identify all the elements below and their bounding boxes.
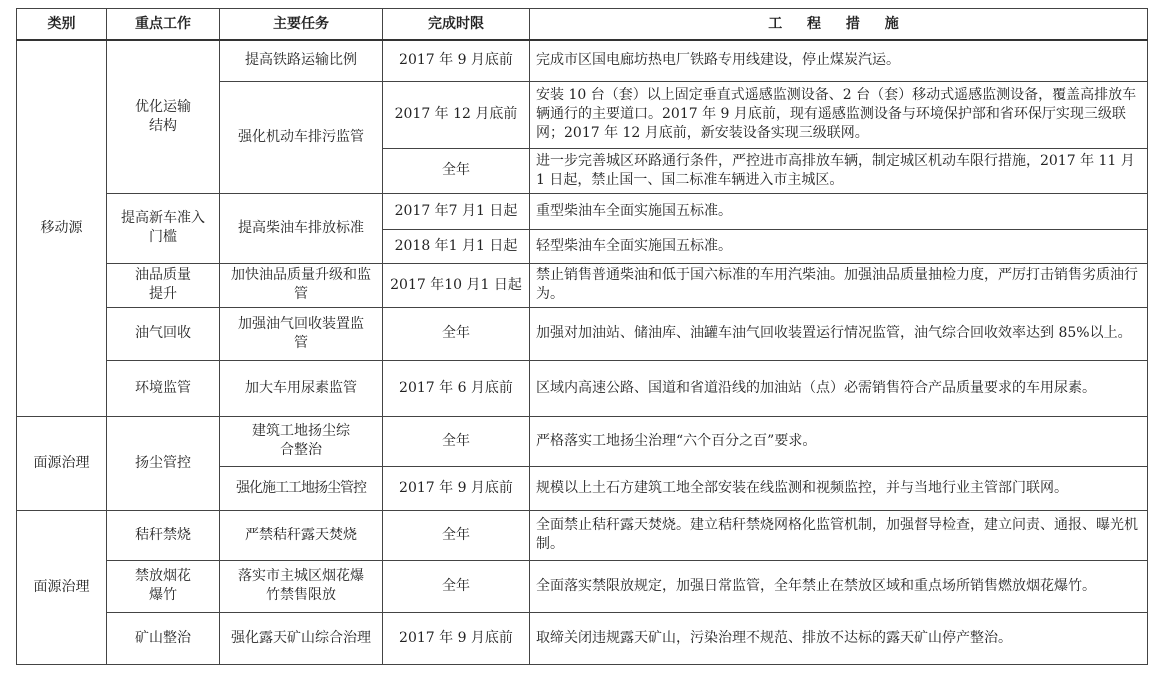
measures-cell: 重型柴油车全面实施国五标准。 — [530, 193, 1148, 229]
measures-cell: 规模以上土石方建筑工地全部安装在线监测和视频监控，并与当地行业主管部门联网。 — [530, 466, 1148, 510]
header-task: 主要任务 — [220, 9, 383, 41]
measures-cell: 进一步完善城区环路通行条件，严控进市高排放车辆，制定城区机动车限行措施，2017 年 11 月 1 日起，禁止国一、国二标准车辆进入市主城区。 — [530, 148, 1148, 193]
header-deadline: 完成时限 — [383, 9, 530, 41]
deadline-cell: 全年 — [383, 148, 530, 193]
focus-cell — [107, 193, 220, 263]
task-text: 落实市主城区烟花爆竹禁售限放 — [238, 568, 364, 603]
focus-text: 禁放烟花爆竹 — [135, 568, 191, 603]
category-cell: 面源治理 — [17, 416, 107, 510]
deadline-cell: 全年 — [383, 307, 530, 360]
task-text: 严禁秸秆露天焚烧 — [245, 526, 357, 543]
focus-cell — [107, 263, 220, 307]
task-cell — [220, 510, 383, 560]
table-row — [17, 560, 1148, 612]
task-cell — [220, 560, 383, 612]
measures-table — [16, 8, 1148, 665]
table-row — [17, 416, 1148, 466]
measures-cell: 轻型柴油车全面实施国五标准。 — [530, 229, 1148, 263]
deadline-cell: 2017 年10 月1 日起 — [383, 263, 530, 307]
task-cell: 强化机动车排污监管 — [220, 81, 383, 193]
table-row — [17, 307, 1148, 360]
category-cell: 面源治理 — [17, 510, 107, 664]
deadline-cell: 2017 年 12 月底前 — [383, 81, 530, 148]
table-row — [17, 612, 1148, 664]
deadline-cell: 全年 — [383, 560, 530, 612]
table-row — [17, 40, 1148, 81]
table-row — [17, 263, 1148, 307]
task-text: 建筑工地扬尘综合整治 — [252, 423, 350, 458]
focus-text: 油品质量提升 — [135, 267, 191, 302]
table-container — [16, 8, 1148, 665]
deadline-cell: 2017 年 9 月底前 — [383, 40, 530, 81]
measures-cell: 安装 10 台（套）以上固定垂直式遥感监测设备、2 台（套）移动式遥感监测设备，覆盖高排放车辆通行的主要道口。2017 年 9 月底前，现有遥感监测设备与环境保护部和省环保厅实现三级联网；2017 年 12 月底前，新安装设备实现三级联网。 — [530, 81, 1148, 148]
measures-cell: 取缔关闭违规露天矿山，污染治理不规范、排放不达标的露天矿山停产整治。 — [530, 612, 1148, 664]
focus-cell — [107, 560, 220, 612]
category-cell: 移动源 — [17, 40, 107, 416]
measures-cell: 区域内高速公路、国道和省道沿线的加油站（点）必需销售符合产品质量要求的车用尿素。 — [530, 360, 1148, 416]
task-cell: 提高铁路运输比例 — [220, 40, 383, 81]
task-text: 加强油气回收装置监管 — [238, 315, 364, 351]
deadline-cell: 2017 年7 月1 日起 — [383, 193, 530, 229]
focus-cell: 矿山整治 — [107, 612, 220, 664]
header-focus: 重点工作 — [107, 9, 220, 41]
table-row — [17, 360, 1148, 416]
focus-cell: 环境监管 — [107, 360, 220, 416]
task-cell — [220, 307, 383, 360]
deadline-cell: 2017 年 6 月底前 — [383, 360, 530, 416]
measures-cell: 严格落实工地扬尘治理“六个百分之百”要求。 — [530, 416, 1148, 466]
deadline-cell: 全年 — [383, 416, 530, 466]
focus-cell — [107, 40, 220, 193]
measures-cell: 全面落实禁限放规定，加强日常监管，全年禁止在禁放区域和重点场所销售燃放烟花爆竹。 — [530, 560, 1148, 612]
measures-cell: 全面禁止秸秆露天焚烧。建立秸秆禁烧网格化监管机制，加强督导检查，建立问责、通报、曝光机制。 — [530, 510, 1148, 560]
measures-cell: 加强对加油站、储油库、油罐车油气回收装置运行情况监管，油气综合回收效率达到 85%以上。 — [530, 307, 1148, 360]
table-row — [17, 193, 1148, 229]
task-cell — [220, 263, 383, 307]
focus-text: 优化运输结构 — [135, 98, 191, 134]
focus-cell: 秸秆禁烧 — [107, 510, 220, 560]
deadline-cell: 2018 年1 月1 日起 — [383, 229, 530, 263]
deadline-cell: 全年 — [383, 510, 530, 560]
focus-cell: 油气回收 — [107, 307, 220, 360]
deadline-cell: 2017 年 9 月底前 — [383, 466, 530, 510]
focus-cell: 扬尘管控 — [107, 416, 220, 510]
deadline-cell: 2017 年 9 月底前 — [383, 612, 530, 664]
header-measures: 工 程 措 施 — [530, 9, 1148, 41]
header-category: 类别 — [17, 9, 107, 41]
table-header-row — [17, 9, 1148, 41]
task-cell: 强化露天矿山综合治理 — [220, 612, 383, 664]
task-text: 加快油品质量升级和监管 — [231, 267, 371, 302]
focus-text: 提高新车准入门槛 — [121, 210, 205, 245]
task-cell — [220, 416, 383, 466]
table-row — [17, 510, 1148, 560]
task-cell: 强化施工工地扬尘管控 — [220, 466, 383, 510]
measures-cell: 完成市区国电廊坊热电厂铁路专用线建设，停止煤炭汽运。 — [530, 40, 1148, 81]
task-cell: 加大车用尿素监管 — [220, 360, 383, 416]
measures-cell: 禁止销售普通柴油和低于国六标准的车用汽柴油。加强油品质量抽检力度，严厉打击销售劣质油行为。 — [530, 263, 1148, 307]
task-cell: 提高柴油车排放标准 — [220, 193, 383, 263]
